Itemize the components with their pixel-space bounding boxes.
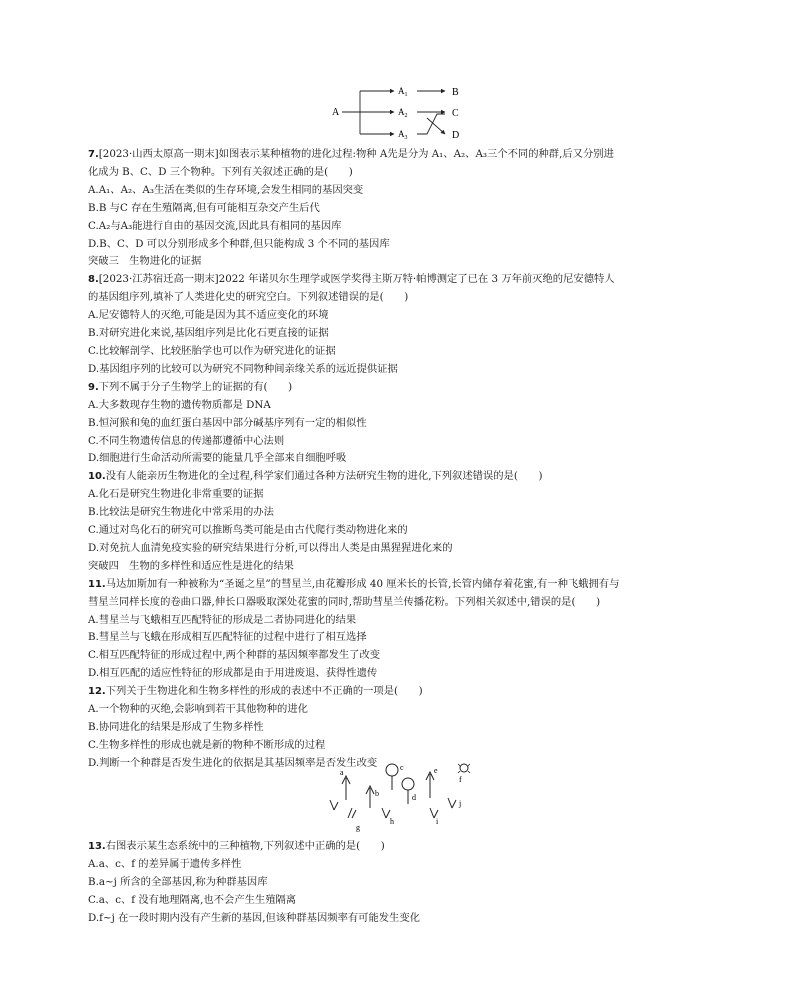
q8-option-d: D.基因组序列的比较可以为研究不同物种间亲缘关系的远近提供证据 <box>88 362 398 375</box>
plant-f-label: f <box>459 775 462 784</box>
q13-option-a: A.a、c、f 的差异属于遗传多样性 <box>88 857 242 870</box>
q9-option-c: C.不同生物遗传信息的传递都遵循中心法则 <box>88 434 285 447</box>
questions-block-1 <box>88 146 710 773</box>
q13-stem-1: 右图表示某生态系统中的三种植物,下列叙述中正确的是( ) <box>105 840 385 852</box>
plant-e-label: e <box>434 766 438 775</box>
q10-stem-1: 没有人能亲历生物进化的全过程,科学家们通过各种方法研究生物的进化,下列叙述错误的是( ) <box>105 470 543 483</box>
q13-option-b: B.a~j 所含的全部基因,称为种群基因库 <box>88 875 268 888</box>
q12-number: 12. <box>88 686 106 698</box>
population-a1-label: $A_1$ <box>398 86 408 98</box>
plant-a-label: a <box>340 768 344 777</box>
q12-option-d: D.判断一个种群是否发生进化的依据是其基因频率是否发生改变 <box>88 756 378 769</box>
q9-stem-1: 下列不属于分子生物学上的证据的有( ) <box>98 380 293 393</box>
plant-d-icon <box>402 778 416 804</box>
q10-option-b: B.比较法是研究生物进化中常采用的办法 <box>88 506 274 519</box>
species-b-label: B <box>452 87 459 98</box>
q11-option-d: D.相互匹配的适应性特征的形成都是由于用进废退、获得性遗传 <box>88 667 378 680</box>
q7-stem-1: [2023·山西太原高一期末]如图表示某种植物的进化过程:物种 A先是分为 A₁、A₂、A₃三个不同的种群,后又分别进 <box>98 148 614 160</box>
q9-option-d: D.细胞进行生命活动所需要的能量几乎全部来自细胞呼吸 <box>88 452 347 465</box>
q9-option-b: B.恒河猴和兔的血红蛋白基因中部分碱基序列有一定的相似性 <box>88 416 367 429</box>
species-c-label: C <box>452 108 459 119</box>
plant-a-icon <box>340 768 350 800</box>
q7-option-a: A.A₁、A₂、A₃生活在类似的生存环境,会发生相同的基因突变 <box>88 183 364 196</box>
population-a3-label: $A_3$ <box>398 129 408 141</box>
q13-option-c: C.a、c、f 没有地理隔离,也不会产生生殖隔离 <box>88 893 297 906</box>
plant-j-label: j <box>459 799 462 808</box>
q8-stem-1: [2023·江苏宿迁高一期末]2022 年诺贝尔生理学或医学奖得主斯万特·帕博测定了已在 3 万年前灭绝的尼安德特人 <box>98 273 615 286</box>
q8-option-b: B.对研究进化来说,基因组序列是比化石更直接的证据 <box>88 327 329 340</box>
q9-stem-line-1 <box>88 379 710 397</box>
q8-option-c: C.比较解剖学、比较胚胎学也可以作为研究进化的证据 <box>88 344 336 357</box>
plant-e-icon <box>426 766 438 798</box>
q11-option-c: C.相互匹配特征的形成过程中,两个种群的基因频率都发生了改变 <box>88 649 381 662</box>
q10-number: 10. <box>88 471 106 483</box>
plant-j-icon <box>448 798 461 808</box>
q13-option-d: D.f~j 在一段时期内没有产生新的基因,但该种群基因频率有可能发生变化 <box>88 911 420 924</box>
q8-option-a: A.尼安德特人的灭绝,可能是因为其不适应变化的环境 <box>88 309 329 322</box>
plant-g-icon <box>348 808 360 832</box>
q12-stem-line-1 <box>88 683 710 701</box>
plant-b-icon <box>366 786 379 808</box>
q11-stem-1: 马达加斯加有一种被称为“圣诞之星”的彗星兰,由花瓣形成 40 厘米长的长管,长管内储存着花蜜,有一种飞蛾拥有与 <box>105 577 620 590</box>
q12-option-c: C.生物多样性的形成也就是新的物种不断形成的过程 <box>88 738 326 751</box>
plants-figure <box>326 760 476 834</box>
q7-option-d: D.B、C、D 可以分别形成多个种群,但只能构成 3 个不同的基因库 <box>88 237 390 250</box>
q11-option-a: A.彗星兰与飞蛾相互匹配特征的形成是二者协同进化的结果 <box>88 613 357 626</box>
species-d-label: D <box>452 130 460 141</box>
q11-stem-2: 彗星兰同样长度的卷曲口器,伸长口器吸取深处花蜜的同时,帮助彗星兰传播花粉。下列相关叙述中,错误的是( ) <box>88 595 601 608</box>
q11-stem-line-1 <box>88 576 710 594</box>
plant-b-label: b <box>375 789 379 798</box>
q10-stem-line-1 <box>88 468 710 486</box>
q13-stem-line-1 <box>88 838 710 856</box>
q11-option-b: B.彗星兰与飞蛾在形成相互匹配特征的过程中进行了相互选择 <box>88 631 367 644</box>
population-a2-label: $A_2$ <box>398 107 408 119</box>
root-species-label: A <box>332 107 340 118</box>
plant-g-label: g <box>356 823 360 832</box>
q7-option-b: B.B 与C 存在生殖隔离,但有可能相互杂交产生后代 <box>88 201 320 214</box>
q10-option-a: A.化石是研究生物进化非常重要的证据 <box>88 488 264 501</box>
plant-f-icon <box>458 764 470 784</box>
q8-stem-2: 的基因组序列,填补了人类进化史的研究空白。下列叙述错误的是( ) <box>88 291 409 304</box>
q7-number: 7. <box>88 149 99 160</box>
q7-stem-2: 化成为 B、C、D 三个物种。下列有关叙述正确的是( ) <box>88 165 353 178</box>
q12-stem-1: 下列关于生物进化和生物多样性的形成的表述中不正确的一项是( ) <box>105 685 423 698</box>
plant-h-icon <box>382 808 394 826</box>
q9-number: 9. <box>88 381 99 393</box>
q8-stem-line-1 <box>88 271 710 289</box>
q10-option-c: C.通过对鸟化石的研究可以推断鸟类可能是由古代爬行类动物进化来的 <box>88 524 408 537</box>
section-3-heading: 突破三 生物进化的证据 <box>88 255 202 268</box>
plant-c-label: c <box>400 763 404 772</box>
q11-number: 11. <box>88 578 106 590</box>
plant-h-label: h <box>390 817 394 826</box>
questions-block-2 <box>88 838 710 928</box>
q7-option-c: C.A₂与A₃能进行自由的基因交流,因此具有相同的基因库 <box>88 219 342 232</box>
plant-i-icon <box>430 808 439 826</box>
q8-number: 8. <box>88 274 99 286</box>
q12-option-a: A.一个物种的灭绝,会影响到若干其他物种的进化 <box>88 703 308 716</box>
plant-d-label: d <box>412 793 416 802</box>
plant-i-label: i <box>436 817 439 826</box>
speciation-diagram <box>322 76 482 142</box>
q13-number: 13. <box>88 841 106 852</box>
section-4-heading: 突破四 生物的多样性和适应性是进化的结果 <box>88 559 294 572</box>
q10-option-d: D.对免抗人血清免疫实验的研究结果进行分析,可以得出人类是由黑猩猩进化来的 <box>88 541 453 554</box>
q12-option-b: B.协同进化的结果是形成了生物多样性 <box>88 721 264 733</box>
plant-c-icon <box>386 763 404 790</box>
q9-option-a: A.大多数现存生物的遗传物质都是 DNA <box>88 398 271 411</box>
q7-stem-line-1 <box>88 146 710 164</box>
